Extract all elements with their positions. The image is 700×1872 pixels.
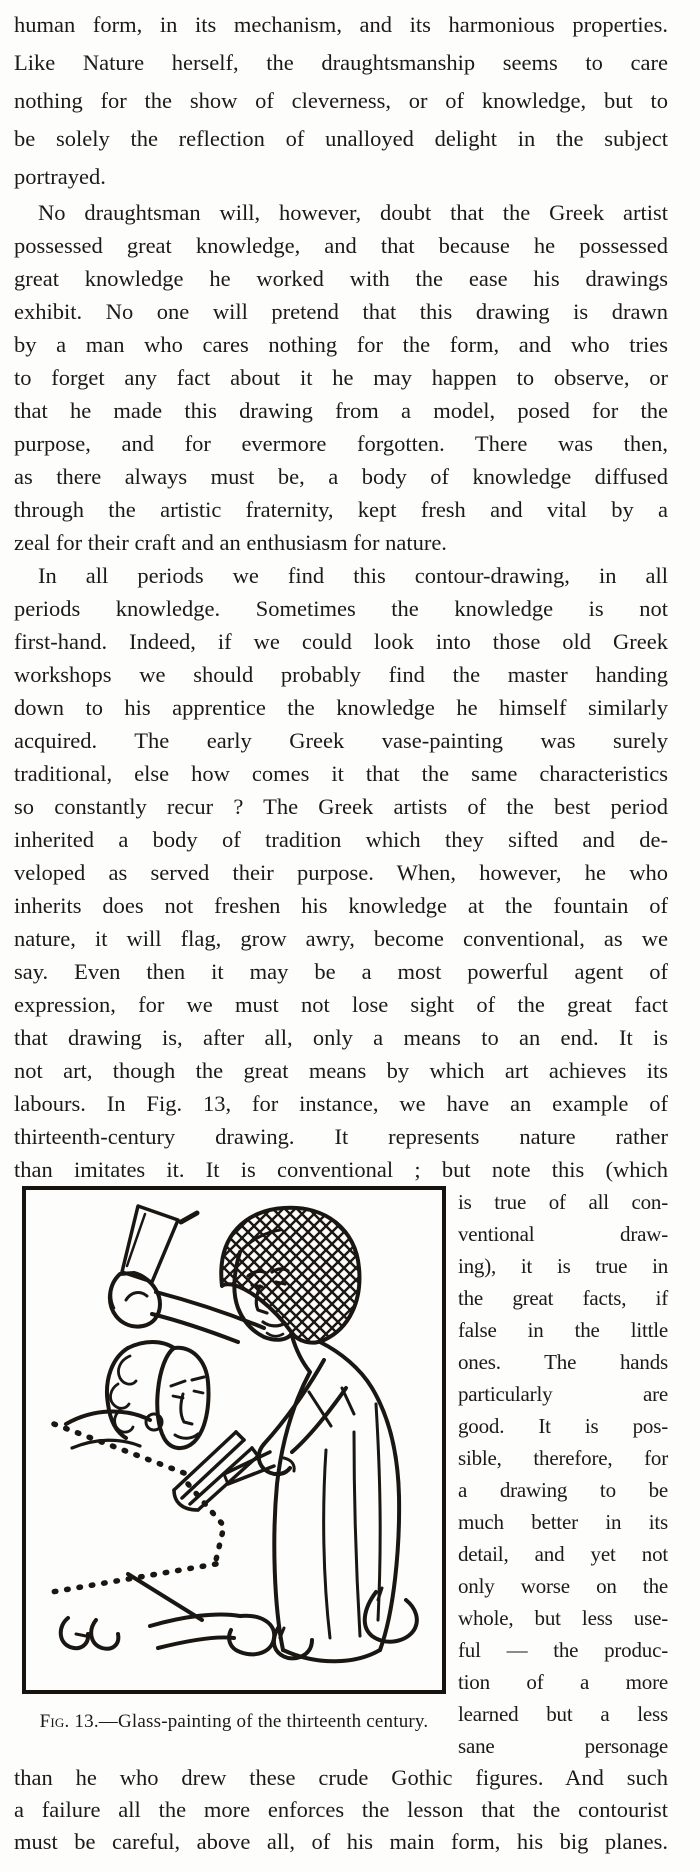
text-line: sible, therefore, for: [458, 1446, 668, 1470]
text-line: ventional draw-: [458, 1222, 668, 1246]
text-line: sane personage: [458, 1734, 668, 1758]
held-glass-piece: [122, 1206, 197, 1282]
cross-hatched-cap: [221, 1208, 359, 1343]
text-line: say. Even then it may be a most powerful agent of: [14, 959, 668, 984]
text-line: No draughtsman will, however, doubt that the Greek artist: [38, 200, 668, 225]
figure-13-frame: [22, 1186, 446, 1694]
text-line: human form, in its mechanism, and its harmonious properties.: [14, 12, 668, 37]
text-line: expression, for we must not lose sight of the great fact: [14, 992, 668, 1017]
text-line: zeal for their craft and an enthusiasm for nature.: [14, 530, 447, 555]
text-line: inherited a body of tradition which they sifted and de-: [14, 827, 668, 852]
figure-13-caption: [22, 1710, 446, 1734]
text-line: ones. The hands: [458, 1350, 668, 1374]
text-line: periods knowledge. Sometimes the knowledge is not: [14, 596, 668, 621]
text-line: that drawing is, after all, only a means to an end. It is: [14, 1025, 668, 1050]
text-line: labours. In Fig. 13, for instance, we have an example of: [14, 1091, 668, 1116]
standing-robe: [274, 1336, 399, 1661]
text-line: ful — the produc-: [458, 1638, 668, 1662]
paragraph-wide-part: [14, 559, 668, 1186]
text-line: false in the little: [458, 1318, 668, 1342]
raised-arm-lower: [152, 1314, 238, 1342]
text-line: whole, but less use-: [458, 1606, 668, 1630]
figure-13: [22, 1186, 446, 1756]
praying-hands: [174, 1432, 258, 1510]
text-line: much better in its: [458, 1510, 668, 1534]
text-line: inherits does not freshen his knowledge at the fountain of: [14, 893, 668, 918]
text-line: traditional, else how comes it that the same characteristics: [14, 761, 668, 786]
standing-feet: [274, 1588, 417, 1658]
text-line: ing), it is true in: [458, 1254, 668, 1278]
text-line: thirteenth-century drawing. It represents nature rather: [14, 1124, 668, 1149]
text-line: a drawing to be: [458, 1478, 668, 1502]
paragraph-below-figure: [14, 1762, 668, 1858]
glass-painting-drawing: [26, 1190, 442, 1690]
text-line: great knowledge he worked with the ease his drawings: [14, 266, 668, 291]
text-line: veloped as served their purpose. When, however, he who: [14, 860, 668, 885]
text-line: only worse on the: [458, 1574, 668, 1598]
text-line: tion of a more: [458, 1670, 668, 1694]
text-line: so constantly recur ? The Greek artists of the best period: [14, 794, 668, 819]
text-line: down to his apprentice the knowledge he himself similarly: [14, 695, 668, 720]
text-line: learned but a less: [458, 1702, 668, 1726]
text-line: acquired. The early Greek vase-painting was surely: [14, 728, 668, 753]
text-line: be solely the reflection of unalloyed delight in the subject: [14, 126, 668, 151]
text-line: as there always must be, a body of knowledge diffused: [14, 464, 668, 489]
text-line: to forget any fact about it he may happen to observe, or: [14, 365, 668, 390]
figure-13-caption-label: Fig. 13.: [39, 1711, 99, 1732]
figure-13-caption-text: —Glass-painting of the thirteenth century.: [98, 1711, 429, 1732]
text-line: a failure all the more enforces the lesson that the contourist: [14, 1797, 668, 1822]
text-line: than imitates it. It is conventional ; but note this (which: [14, 1157, 668, 1182]
seated-head: [107, 1342, 209, 1448]
text-line: than he who drew these crude Gothic figures. And such: [14, 1765, 668, 1790]
text-line: not art, though the great means by which art achieves its: [14, 1058, 668, 1083]
text-line: exhibit. No one will pretend that this drawing is drawn: [14, 299, 668, 324]
text-line: In all periods we find this contour-drawing, in all: [38, 563, 668, 588]
paragraph-continuation: [14, 6, 668, 196]
seated-shoulder: [66, 1411, 150, 1424]
text-line: first-hand. Indeed, if we could look into those old Greek: [14, 629, 668, 654]
text-line: good. It is pos-: [458, 1414, 668, 1438]
text-line: through the artistic fraternity, kept fresh and vital by a: [14, 497, 668, 522]
text-line: must be careful, above all, of his main form, his big planes.: [14, 1829, 668, 1854]
seated-chest: [72, 1440, 140, 1448]
paragraph-greek-artist: [14, 196, 668, 559]
text-line: detail, and yet not: [458, 1542, 668, 1566]
text-line: by a man who cares nothing for the form, and who tries: [14, 332, 668, 357]
text-line: nothing for the show of cleverness, or of knowledge, but to: [14, 88, 668, 113]
text-line: that he made this drawing from a model, posed for the: [14, 398, 668, 423]
text-line: portrayed.: [14, 164, 106, 189]
text-line: the great facts, if: [458, 1286, 668, 1310]
text-line: particularly are: [458, 1382, 668, 1406]
text-line: workshops we should probably find the master handing: [14, 662, 668, 687]
text-line: is true of all con-: [458, 1190, 668, 1214]
paragraph-all-periods: [14, 559, 668, 1858]
text-line: purpose, and for evermore forgotten. There was then,: [14, 431, 668, 456]
text-line: nature, it will flag, grow awry, become conventional, as we: [14, 926, 668, 951]
text-line: Like Nature herself, the draughtsmanship seems to care: [14, 50, 668, 75]
text-line: possessed great knowledge, and that because he possessed: [14, 233, 668, 258]
